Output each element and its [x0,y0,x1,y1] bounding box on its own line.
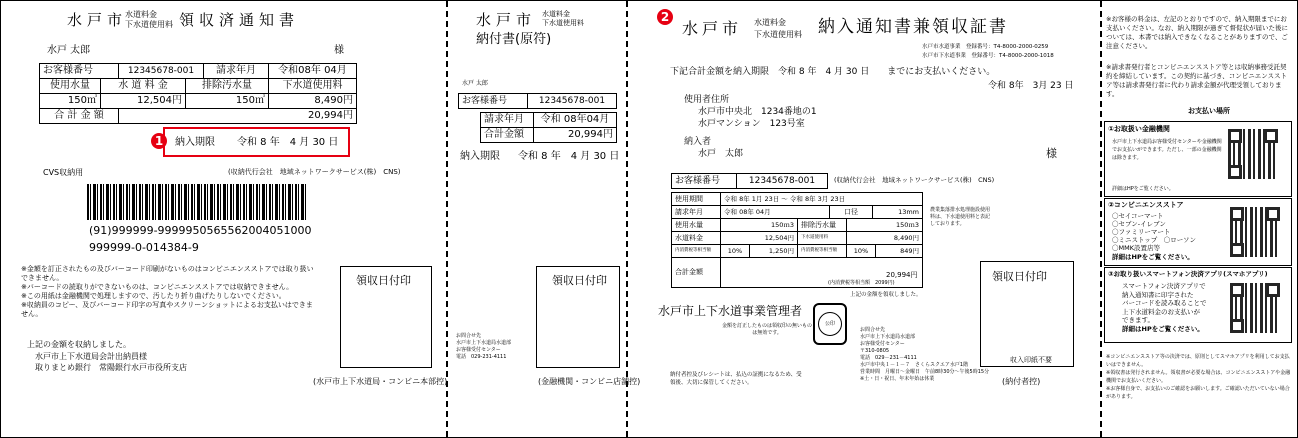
contact-line: お問合せ先 [456,333,482,339]
contact-line: ※土・日・祝日、年末年始は休業 [860,376,935,382]
stamp-label: 領収日付印 [992,270,1047,283]
payment-places-heading: お支払い場所 [1188,107,1230,115]
usage-value: 150ｍ3 [720,218,798,232]
sewage-volume-value: 150ｍ3 [846,218,923,232]
footer-note: ※領収書は発行されません。領収書が必要な場合は、コンビニエンスストアや金融機関でお支払いください。 [1106,370,1291,384]
collection-agent: (収納代行会社 地域ネットワークサービス(株) CNS) [228,168,401,176]
address-line-1: 水戸市中央北 1234番地の1 [698,107,817,117]
footer-notes [1106,353,1292,401]
water-fee-label: 水 道 料 金 [100,78,186,94]
cvs-item: 〇MMK設置店等 [1112,244,1160,252]
contact-line: 水戸市中央１－１－７ さくらスクエア水戸1階 [860,362,969,368]
stamp-label: 領収日付印 [552,274,607,287]
intro-note-2: ※請求書発行者とコンビニエンスストア等とは収納事務受託契約を締結しています。この契約に基づき、コンビニエンスストア等は請求書発行者に代わり請求金額が代理受領しております。 [1106,63,1288,98]
sewage-volume-value: 150㎥ [185,93,269,109]
stamp-label: 領収日付印 [356,274,411,287]
app-title: ③お取り扱いスマートフォン決済アプリ(スマホアプリ) [1108,270,1268,278]
water-fee-value: 12,504円 [720,231,798,245]
cvs-item: 〇ミニストップ 〇ローソン [1112,236,1197,244]
footer-note: ※コンビニエンスストア等の決済では、原則としてスマホアプリを利用してお支払いはできません。 [1106,354,1290,368]
fee-type-bottom: 下水道使用料 [125,20,173,29]
customer-number-value: 12345678-001 [527,93,617,109]
marker-1: 1 [151,133,167,149]
period-label: 使用期間 [671,192,721,206]
total-label: 合計金額 [671,257,721,288]
total-value: 20,994円 [118,108,357,124]
panel-footer: (納付者控) [1002,377,1041,386]
caliber-label: 口径 [829,205,873,219]
app-text [1122,282,1207,333]
city-name: 水戸市 [476,11,537,29]
sewage-fee-value: 8,490円 [268,93,357,109]
manager-title: 水戸市上下水道事業管理者 [658,304,803,318]
billing-month-label: 請求年月 [480,112,534,128]
sewage-volume-label: 排除汚水量 [185,78,269,94]
usage-value: 150㎥ [39,93,101,109]
sewage-fee-label: 下水道使用料 [268,78,357,94]
note-2: ※バーコードの読取りができないものは、コンビニエンスストアでは収納できません。 [21,283,294,291]
deadline-label: 納入期限 [175,137,215,148]
cvs-item: 〇セブン-イレブン [1112,220,1166,228]
customer-number-value: 12345678-001 [118,63,204,79]
cvs-qr-icon [1230,207,1280,257]
customer-number-label: お客様番号 [458,93,528,109]
deadline-value: 令和 8 年 4 月 30 日 [518,151,620,162]
received-statement: 上記の金額を収納しました。 [27,340,131,349]
app-line: 納入通知書に印字された [1122,290,1194,299]
keep-note: 納付者控及びレシートは、払込の証拠になるため、受領後、大切に保管してください。 [670,372,802,386]
water-tax-value: 1,250円 [749,244,798,258]
deadline-value: 令和 8 年 4 月 30 日 [237,137,339,148]
contact-line: お客様受付センター [860,341,905,347]
customer-name: 水戸 太郎 [698,149,744,159]
contact-line: 水戸市上下水道局水道部 [456,340,512,346]
payment-info-panel [1102,1,1297,437]
sewage-tax-value: 849円 [875,244,923,258]
registration-water: 水戸市水道事業 登録番号：T4-8000-2000-0259 [922,44,1049,50]
cvs-label: CVS収納用 [43,168,84,177]
cvs-link: 詳細はHPをご覧ください。 [1112,253,1194,261]
billing-month-label: 請求年月 [203,63,269,79]
sewage-tax-rate: 10% [846,244,876,258]
app-line: できます。 [1122,316,1154,324]
bank-link: 詳細はHPをご覧ください。 [1112,186,1174,192]
cvs-item: 〇ファミリーマート [1112,228,1171,236]
fee-type-top: 水道料金 [542,10,570,18]
deadline-label: 納入期限 [460,151,500,162]
app-line: 詳細はHPをご覧ください。 [1122,324,1204,333]
side-note: 農業集落排水処理施設使用料は、下水道使用料と表記しております。 [930,207,991,227]
app-qr-icon [1230,283,1280,333]
usage-label: 使用水量 [671,218,721,232]
total-label: 合計金額 [480,127,534,143]
barcode [87,184,307,220]
total-value: 20,994円 [533,127,617,143]
sewage-fee-label: 下水道使用料 [797,231,847,245]
customer-name: 水戸 太郎 [47,45,91,56]
contact-line: 〒310-0805 [860,348,890,354]
app-line: スマートフォン決済アプリで [1122,282,1206,290]
honorific: 様 [1046,147,1057,160]
seal-note: 金額を訂正したものは領収印の無いものは無効です。 [721,323,812,336]
cvs-title: ②コンビニエンスストア [1108,201,1184,209]
contact-line: 営業時間 月曜日～金曜日 午前8時30分～午後5時15分 [860,369,990,375]
address-line-2: 水戸マンション 123号室 [698,119,805,129]
fee-type-bottom: 下水道使用料 [754,30,802,39]
billing-month-value: 令和08年 04月 [268,63,357,79]
usage-label: 使用水量 [39,78,101,94]
marker-2: 2 [657,9,673,25]
notes [21,265,317,319]
billing-month-label: 請求年月 [671,205,721,219]
recipient-1: 水戸市上下水道局会計出納員様 [35,352,147,361]
sewage-volume-label: 排除汚水量 [797,218,847,232]
seal-mark: 公印 [818,312,842,336]
app-line: バーコードを読み取ることで [1122,299,1207,307]
document-title: 領収済通知書 [179,11,300,29]
customer-number-label: お客様番号 [671,173,737,189]
billing-month-value: 令和 08年 04月 [720,205,830,219]
bank-text: 水戸市上下水道局お客様受付センターや金融機関でお支払いができます。ただし、一部の金融機関は除きます。 [1112,139,1222,161]
official-seal [813,303,847,345]
contact-line: お客様受付センター [456,347,501,353]
document-title: 納付書(原符) [476,32,552,47]
contact-line: お問合せ先 [860,327,886,333]
fee-type-bottom: 下水道使用料 [542,19,584,27]
caliber-value: 13mm [872,205,923,219]
water-tax-rate: 10% [720,244,750,258]
fee-type-top: 水道料金 [125,10,157,19]
customer-number-label: お客様番号 [39,63,119,79]
payment-request: 下記合計金額を納入期限 令和 8 年 4 月 30 日 までにお支払いください。 [670,67,996,77]
honorific: 様 [334,45,344,56]
panel-footer: (金融機関・コンビニ店舗控) [538,377,641,386]
issue-date: 令和 8年 3月 23 日 [988,81,1074,91]
sewage-fee-value: 8,490円 [846,231,923,245]
tax-note: (内消費税等相当額 2099円) [828,280,895,286]
panel-footer: (水戸市上下水道局・コンビニ本部控) [313,377,448,386]
payment-notice-receipt-panel [628,1,1100,437]
address-label: 使用者住所 [684,95,730,105]
note-3: ※この用紙は金融機関で処理しますので、汚したり折り曲げたりしないでください。 [21,292,286,300]
intro-note-1: ※お客様の料金は、左記のとおりですので、納入期限までにお支払いください。なお、納入期限が過ぎて督促状が届いた後については、本書では納入できなくなることがありますので、ご注意ください。 [1106,15,1288,50]
period-value: 令和 8年 1月 23日 ～ 令和 8年 3月 23日 [720,192,923,206]
cvs-item: 〇セイコーマート [1112,212,1164,220]
city-name: 水戸市 [682,19,743,38]
collection-agent: (収納代行会社 地域ネットワークサービス(株) CNS) [834,176,995,184]
total-label: 合 計 金 額 [39,108,119,124]
water-tax-label: 内消費税等相当額 [671,244,721,258]
note-1: ※金額を訂正されたもの及びバーコード印刷がないものはコンビニエンスストアでは取り扱いできません。 [21,265,314,282]
contact-line: 電話 029-231-4111 [456,354,507,360]
water-fee-label: 水道料金 [671,231,721,245]
note-4: ※収納員のコピー、及びバーコード印字の写真やスクリーンショットによるお支払いはできません。 [21,301,313,318]
fee-type-top: 水道料金 [754,18,786,27]
barcode-number-2: 999999-0-014384-9 [89,241,199,254]
payer-label: 納入者 [684,137,712,147]
revenue-stamp-note: 収入印紙不要 [1010,356,1052,364]
contact-info [860,327,989,383]
water-fee-value: 12,504円 [100,93,186,109]
app-line: 上下水道料金のお支払いが [1122,307,1200,316]
bank-title: ①お取扱い金融機関 [1108,125,1170,133]
sewage-tax-label: 内消費税等相当額 [797,244,847,258]
barcode-number-1: (91)999999-9999950565562004051000 [89,224,312,237]
received-note: 上記の金額を領収しました。 [850,292,922,298]
total-value: 20,994円 [886,271,918,279]
customer-number-value: 12345678-001 [736,173,828,189]
contact-line: 水戸市上下水道局水道部 [860,334,916,340]
billing-month-value: 令和 08年04月 [533,112,617,128]
cvs-list [1112,212,1196,252]
customer-name: 水戸 太郎 [462,80,488,87]
payment-stub-panel [448,1,641,437]
contact-line: 電話 029－231－4111 [860,355,917,361]
bank-qr-icon [1228,129,1278,179]
contact-info [456,333,511,361]
document-title: 納入通知書兼領収証書 [818,17,1008,37]
receipt-notice-panel [1,1,446,437]
city-name: 水戸市 [67,11,128,29]
registration-sewage: 水戸市下水道事業 登録番号：T4-8000-2000-1018 [922,53,1054,59]
recipient-2: 取りまとめ銀行 常陽銀行水戸市役所支店 [35,363,187,372]
footer-note: ※お客様自身で、お支払いのご確認をお願いします。ご確認いただいていない場合があります。 [1106,386,1290,400]
